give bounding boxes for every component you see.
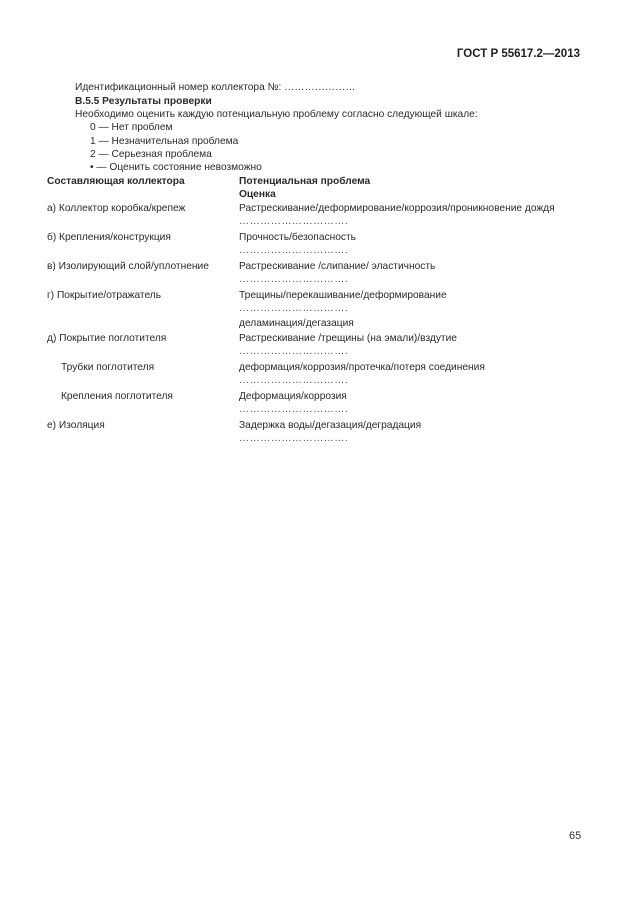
instruction-text: Необходимо оценить каждую потенциальную проблему согласно следующей шкале:	[75, 109, 478, 120]
rating-blank: ………………………….	[239, 303, 349, 314]
column-header-rating: Оценка	[239, 189, 276, 200]
problem-label: Деформация/коррозия	[239, 391, 347, 402]
problem-label-extra: деламинация/дегазация	[239, 318, 354, 329]
rating-blank: ………………………….	[239, 346, 349, 357]
problem-label: Растрескивание /трещины (на эмали)/вздутие	[239, 333, 457, 344]
column-header-component: Составляющая коллектора	[47, 176, 185, 187]
component-label: б) Крепления/конструкция	[47, 232, 171, 243]
column-header-problem: Потенциальная проблема	[239, 176, 371, 187]
rating-blank: ………………………….	[239, 404, 349, 415]
component-label: а) Коллектор коробка/крепеж	[47, 203, 186, 214]
component-label: Крепления поглотителя	[61, 391, 173, 402]
rating-blank: ………………………….	[239, 375, 349, 386]
rating-blank: ………………………….	[239, 433, 349, 444]
document-code: ГОСТ Р 55617.2—2013	[456, 48, 580, 60]
collector-id-line: Идентификационный номер коллектора №: …………………	[75, 82, 356, 93]
scale-item-3: • — Оценить состояние невозможно	[90, 162, 262, 173]
problem-label: Трещины/перекашивание/деформирование	[239, 290, 447, 301]
component-label: е) Изоляция	[47, 420, 105, 431]
problem-label: Задержка воды/дегазация/деградация	[239, 420, 422, 431]
page-number: 65	[569, 830, 582, 842]
rating-blank: ………………………….	[239, 274, 349, 285]
scale-item-2: 2 — Серьезная проблема	[90, 149, 212, 160]
rating-blank: ………………………….	[239, 245, 349, 256]
problem-label: деформация/коррозия/протечка/потеря соединения	[239, 362, 485, 373]
component-label: г) Покрытие/отражатель	[47, 290, 162, 301]
component-label: в) Изолирующий слой/уплотнение	[47, 261, 209, 272]
problem-label: Растрескивание/деформирование/коррозия/проникновение дождя	[239, 203, 555, 214]
scale-item-1: 1 — Незначительная проблема	[90, 136, 239, 147]
component-label: д) Покрытие поглотителя	[47, 333, 167, 344]
rating-blank: ………………………….	[239, 216, 349, 227]
section-title: В.5.5 Результаты проверки	[75, 96, 212, 107]
scale-item-0: 0 — Нет проблем	[90, 122, 173, 133]
component-label: Трубки поглотителя	[61, 362, 155, 373]
problem-label: Прочность/безопасность	[239, 232, 356, 243]
problem-label: Растрескивание /слипание/ эластичность	[239, 261, 436, 272]
